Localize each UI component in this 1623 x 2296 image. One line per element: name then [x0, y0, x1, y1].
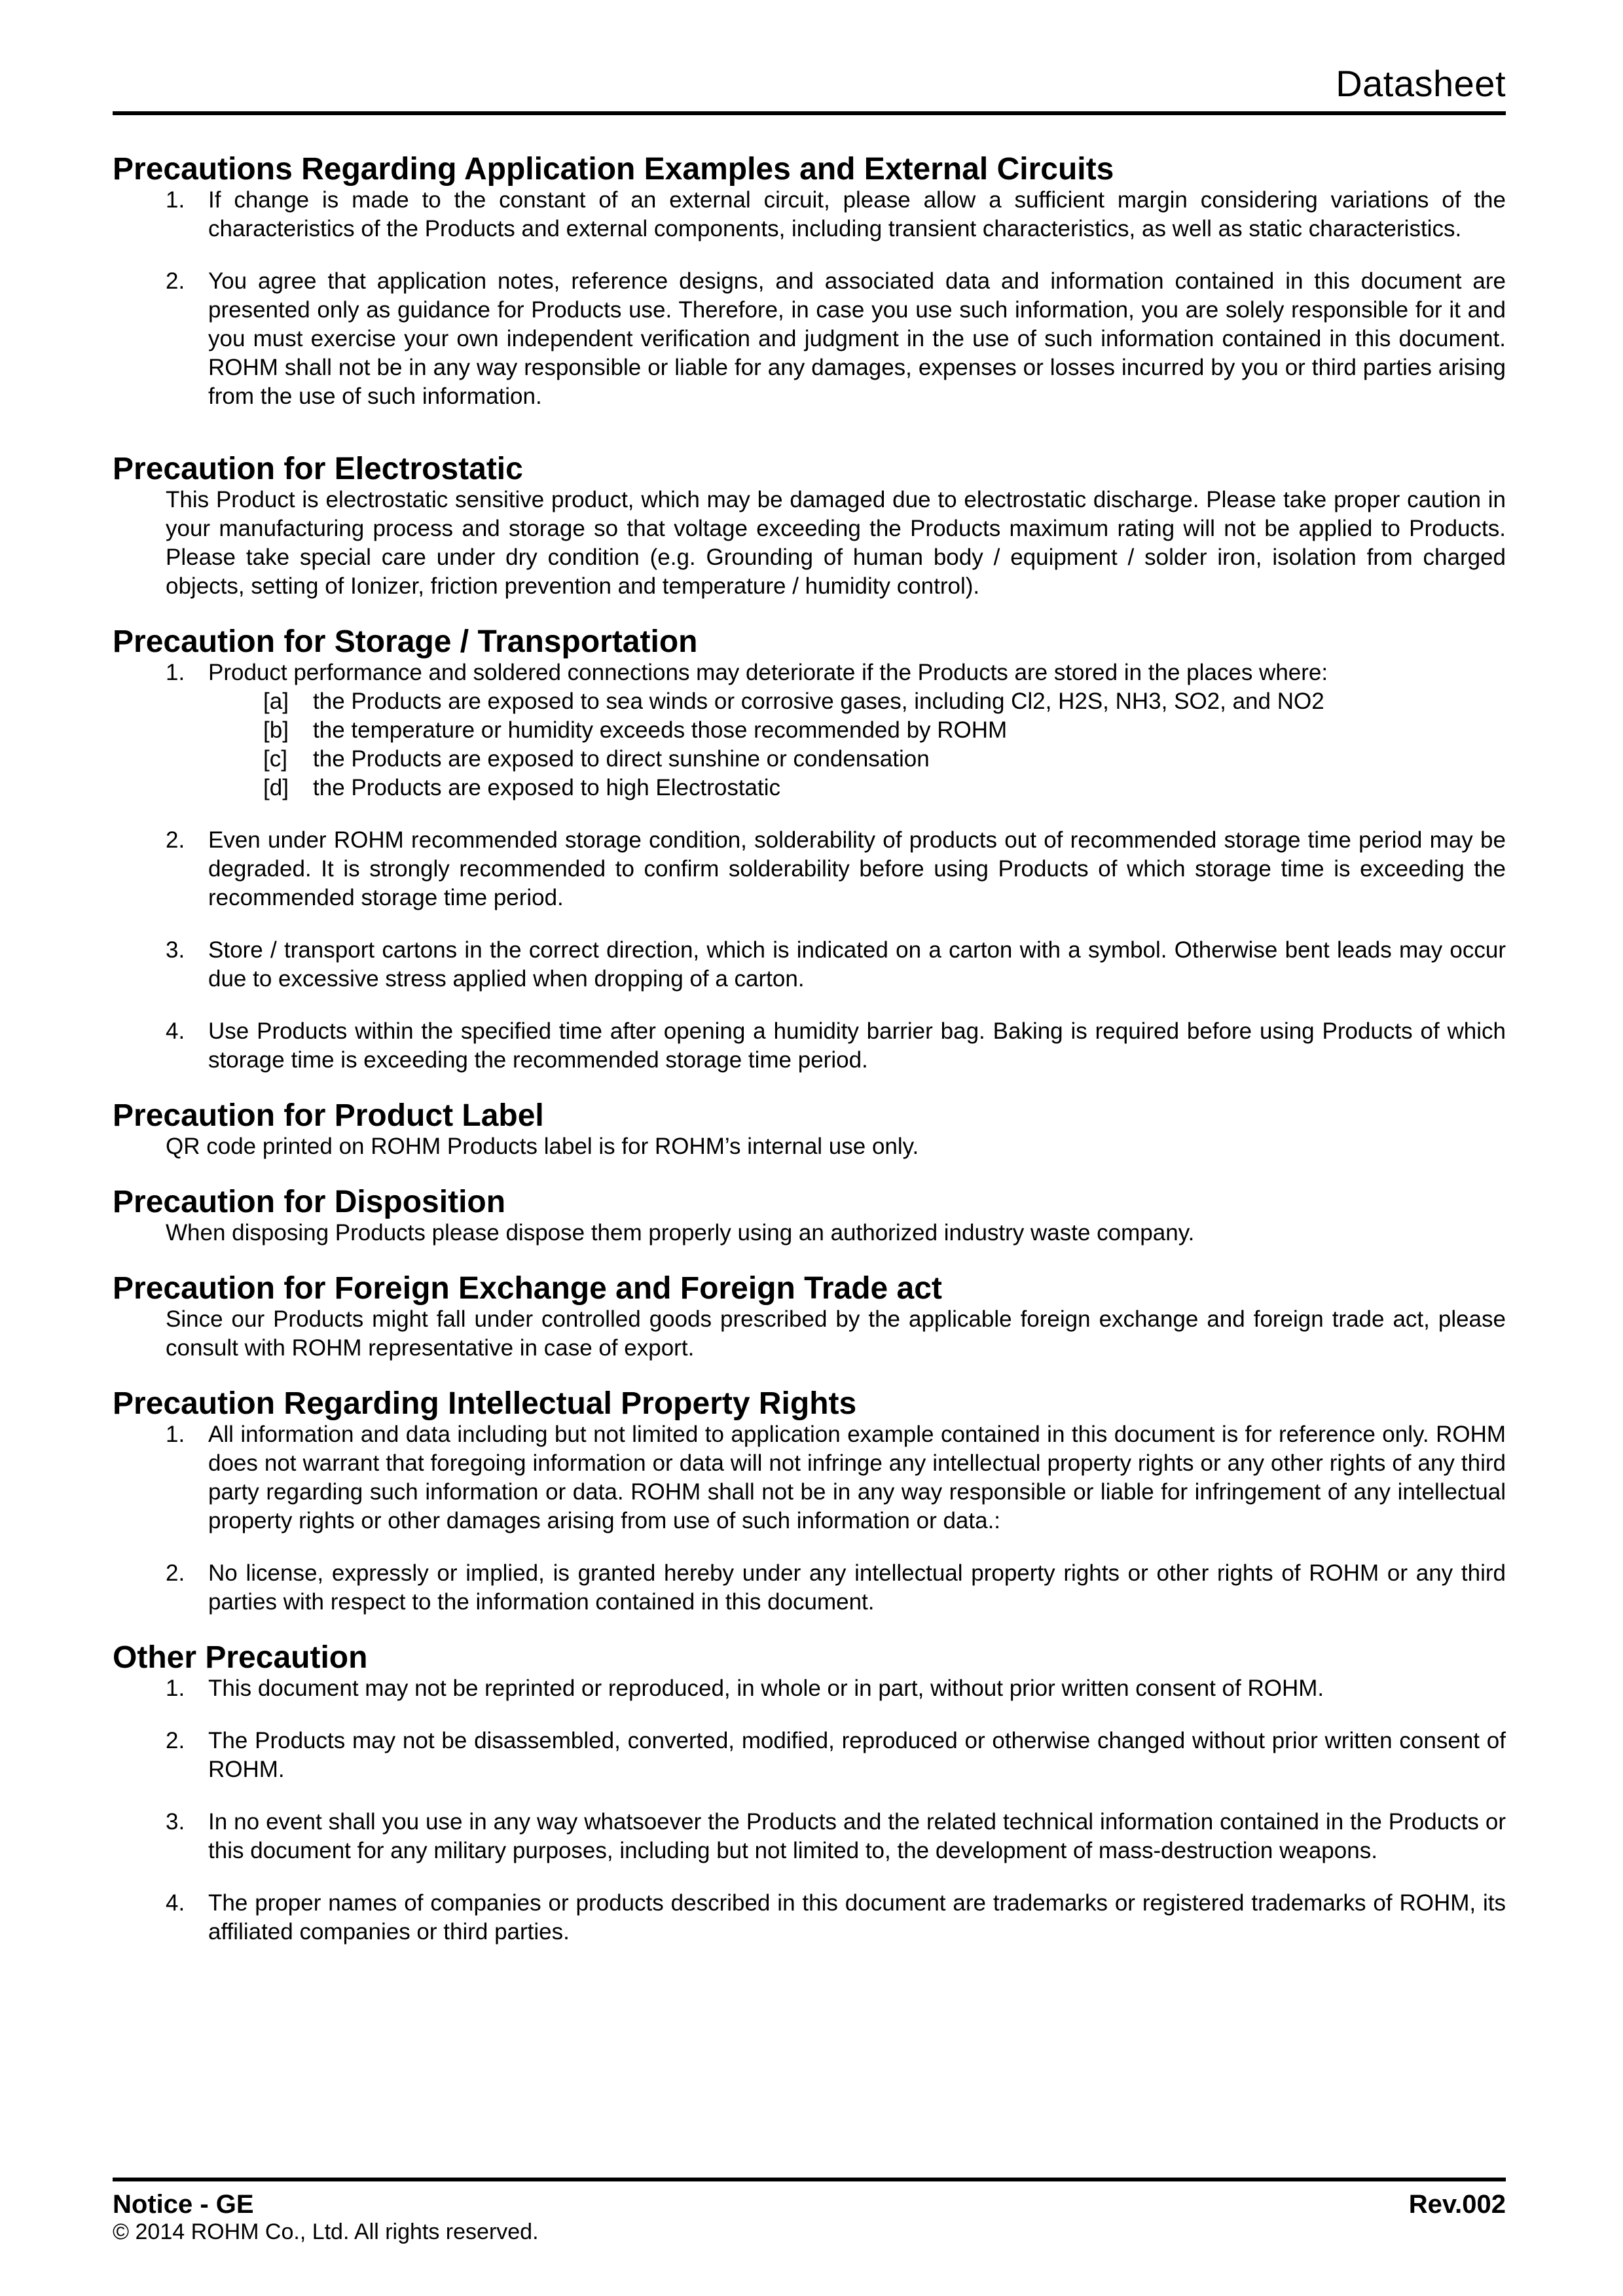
list-item-number: 1. — [166, 660, 185, 685]
list-item-number: 3. — [166, 937, 185, 963]
list-item-number: 2. — [166, 268, 185, 294]
section-paragraph: When disposing Products please dispose them properly using an authorized industry waste company. — [166, 1220, 1195, 1246]
numbered-list — [113, 1420, 1506, 1617]
section-heading: Precautions Regarding Application Examples and External Circuits — [113, 152, 1114, 187]
section-paragraph: Since our Products might fall under controlled goods prescribed by the applicable foreign exchange and foreign trade act, please consult with ROHM representative in case of export. — [166, 1306, 1506, 1361]
header-rule — [113, 111, 1506, 115]
section-foreign-exchange — [113, 1272, 1506, 1363]
sub-item-label: [c] — [263, 746, 287, 772]
list-item — [113, 186, 1506, 243]
list-item — [113, 936, 1506, 994]
list-item-number: 4. — [166, 1890, 185, 1916]
footer-copyright: © 2014 ROHM Co., Ltd. All rights reserved. — [113, 2219, 539, 2244]
list-item — [113, 1017, 1506, 1075]
numbered-list — [113, 186, 1506, 411]
section-heading: Precaution for Disposition — [113, 1185, 506, 1219]
list-item-number: 2. — [166, 1728, 185, 1753]
numbered-list — [113, 1674, 1506, 1946]
section-paragraph: QR code printed on ROHM Products label is for ROHM’s internal use only. — [166, 1134, 919, 1159]
list-item — [113, 1808, 1506, 1865]
section-heading: Precaution for Electrostatic — [113, 452, 523, 486]
list-item-number: 1. — [166, 187, 185, 213]
page-title: Datasheet — [1336, 63, 1506, 104]
list-item-text: Product performance and soldered connections may deteriorate if the Products are stored in the places where: — [208, 660, 1328, 685]
section-product-label — [113, 1100, 1506, 1161]
section-heading: Precaution for Storage / Transportation — [113, 624, 698, 659]
sub-item-text: the Products are exposed to high Electrostatic — [313, 775, 781, 800]
list-item-text: If change is made to the constant of an external circuit, please allow a sufficient margin considering variations of the characteristics of the Products and external components, including transient characteristics, as well as static characteristics. — [208, 187, 1506, 242]
sub-item-label: [a] — [263, 689, 289, 714]
list-item-text: In no event shall you use in any way whatsoever the Products and the related technical information contained in the Products or this document for any military purposes, including but not limited to, the development of mass-destruction weapons. — [208, 1809, 1506, 1863]
list-item-text: Store / transport cartons in the correct direction, which is indicated on a carton with a symbol. Otherwise bent leads may occur due to excessive stress applied when dropping of a carton. — [208, 937, 1506, 992]
list-item-number: 2. — [166, 1560, 185, 1586]
list-item — [113, 658, 1506, 802]
sub-item-text: the Products are exposed to direct sunshine or condensation — [313, 746, 930, 772]
section-other-precaution — [113, 1641, 1506, 1946]
sub-item-text: the Products are exposed to sea winds or corrosive gases, including Cl2, H2S, NH3, SO2, and NO2 — [313, 689, 1324, 714]
footer-rule — [113, 2178, 1506, 2181]
list-item-text: All information and data including but not limited to application example contained in this document is for reference only. ROHM does not warrant that foregoing information or data will not infringe any intellectual property rights or any other rights of any third party regarding such information or data. ROHM shall not be in any way responsible or liable for infringement of any intellectual property rights or other damages arising from use of such information or data.: — [208, 1422, 1506, 1534]
section-heading: Other Precaution — [113, 1640, 368, 1675]
list-item-number: 3. — [166, 1809, 185, 1835]
section-electrostatic — [113, 453, 1506, 601]
list-item-text: Even under ROHM recommended storage condition, solderability of products out of recommended storage time period may be degraded. It is strongly recommended to confirm solderability before using Products of which storage time is exceeding the recommended storage time period. — [208, 827, 1506, 910]
list-item-number: 4. — [166, 1018, 185, 1044]
list-item-text: This document may not be reprinted or reproduced, in whole or in part, without prior written consent of ROHM. — [208, 1676, 1324, 1701]
section-heading: Precaution for Foreign Exchange and Foreign Trade act — [113, 1271, 942, 1306]
list-item — [113, 1889, 1506, 1946]
lettered-sublist — [208, 687, 1506, 802]
footer-doc-id: Notice - GE — [113, 2190, 254, 2219]
footer-revision: Rev.002 — [1408, 2190, 1506, 2219]
section-intellectual-property — [113, 1388, 1506, 1617]
sub-list-item — [208, 745, 1506, 774]
list-item-text: No license, expressly or implied, is granted hereby under any intellectual property rights or other rights of ROHM or any third parties with respect to the information contained in this document. — [208, 1560, 1506, 1615]
section-application-examples — [113, 153, 1506, 411]
sub-item-label: [d] — [263, 775, 289, 800]
sub-list-item — [208, 687, 1506, 716]
footer-row — [113, 2189, 1506, 2219]
page-footer — [113, 2178, 1506, 2244]
list-item-text: Use Products within the specified time after opening a humidity barrier bag. Baking is required before using Products of which storage time is exceeding the recommended storage time period. — [208, 1018, 1506, 1073]
list-item — [113, 1674, 1506, 1703]
list-item — [113, 1727, 1506, 1784]
list-item — [113, 267, 1506, 411]
list-item-text: The proper names of companies or products described in this document are trademarks or registered trademarks of ROHM, its affiliated companies or third parties. — [208, 1890, 1506, 1945]
sub-list-item — [208, 716, 1506, 745]
numbered-list — [113, 658, 1506, 1075]
sub-item-text: the temperature or humidity exceeds those recommended by ROHM — [313, 717, 1008, 743]
list-item-number: 2. — [166, 827, 185, 853]
section-heading: Precaution Regarding Intellectual Property Rights — [113, 1386, 857, 1421]
section-heading: Precaution for Product Label — [113, 1098, 544, 1133]
section-disposition — [113, 1186, 1506, 1247]
list-item-text: You agree that application notes, reference designs, and associated data and information contained in this document are presented only as guidance for Products use. Therefore, in case you use such information, you are solely responsible for it and you must exercise your own independent verification and judgment in the use of such information contained in this document. ROHM shall not be in any way responsible or liable for any damages, expenses or losses incurred by you or third parties arising from the use of such information. — [208, 268, 1506, 409]
list-item — [113, 1420, 1506, 1535]
section-paragraph: This Product is electrostatic sensitive product, which may be damaged due to electrostatic discharge. Please take proper caution in your manufacturing process and storage so that voltage exceeding the Products maximum rating will not be applied to Products. Please take special care under dry condition (e.g. Grounding of human body / equipment / solder iron, isolation from charged objects, setting of Ionizer, friction prevention and temperature / humidity control). — [166, 487, 1506, 599]
sub-item-label: [b] — [263, 717, 289, 743]
page-content — [113, 0, 1506, 1946]
sub-list-item — [208, 774, 1506, 802]
list-item-number: 1. — [166, 1676, 185, 1701]
list-item — [113, 1559, 1506, 1617]
list-item-number: 1. — [166, 1422, 185, 1447]
list-item-body — [208, 658, 1506, 802]
section-storage-transportation — [113, 626, 1506, 1075]
list-item — [113, 826, 1506, 912]
list-item-text: The Products may not be disassembled, converted, modified, reproduced or otherwise changed without prior written consent of ROHM. — [208, 1728, 1506, 1782]
